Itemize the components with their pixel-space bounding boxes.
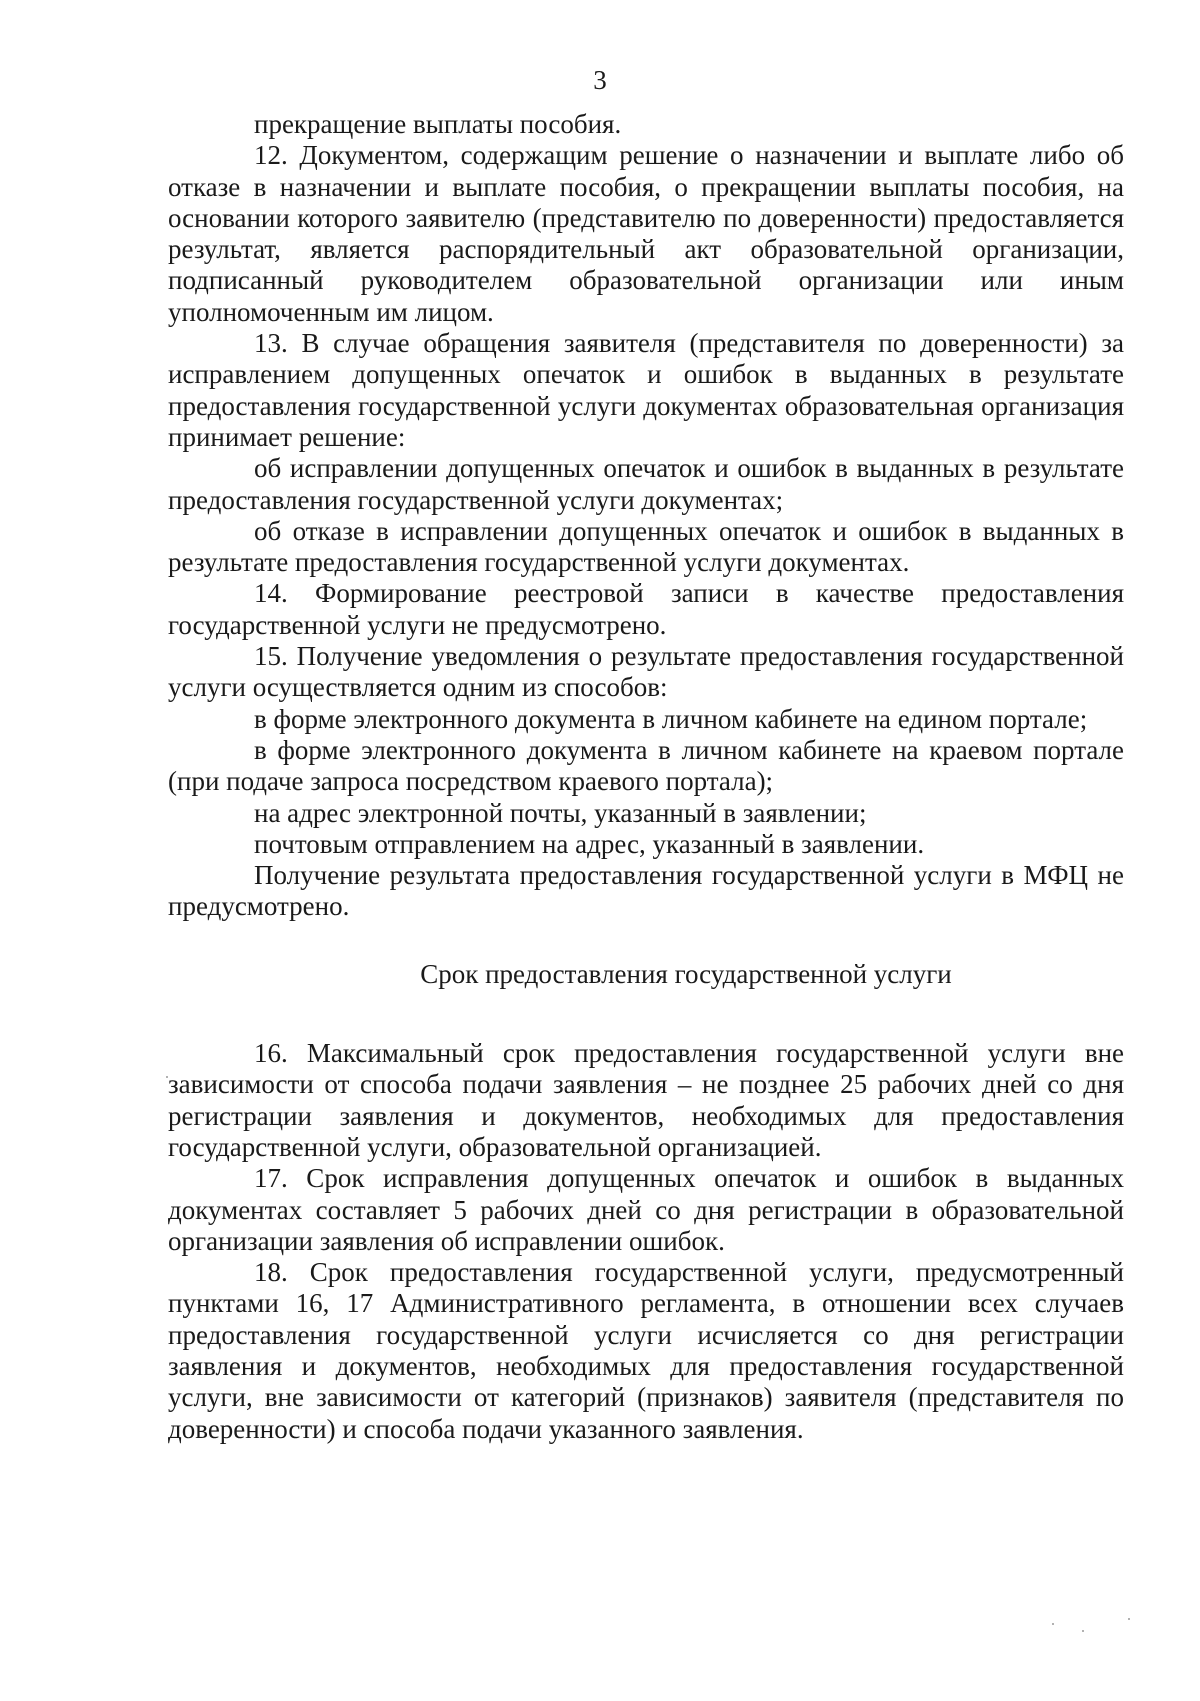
paragraph-17: 17. Срок исправления допущенных опечаток и ошибок в выданных документах составляет 5 рабочих дней со дня регистрации в образовательной организации заявления об исправлении ошибок. [168, 1163, 1124, 1256]
paragraph-18: 18. Срок предоставления государственной услуги, предусмотренный пунктами 16, 17 Административного регламента, в отношении всех случаев предоставления государственной услуги исчисляется со дня регистрации заявления и документов, необходимых для предоставления государственной услуги, вне зависимости от категорий (признаков) заявителя (представителя по доверенности) и способа подачи указанного заявления. [168, 1257, 1124, 1444]
paragraph-14: 14. Формирование реестровой записи в качестве предоставления государственной услуги не предусмотрено. [168, 578, 1124, 640]
scan-artifact-dot [1052, 1623, 1054, 1625]
paragraph-12: 12. Документом, содержащим решение о назначении и выплате либо об отказе в назначении и выплате пособия, о прекращении выплаты пособия, на основании которого заявителю (представителю по доверенности) предоставляется результат, является распорядительный акт образовательной организации, подписанный руководителем образовательной организации или иным уполномоченным им лицом. [168, 140, 1124, 327]
paragraph-15-note: Получение результата предоставления государственной услуги в МФЦ не предусмотрено. [168, 860, 1124, 922]
paragraph-13: 13. В случае обращения заявителя (представителя по доверенности) за исправлением допущенных опечаток и ошибок в выданных в результате предоставления государственной услуги документах образовательная организация принимает решение: [168, 328, 1124, 452]
paragraph-13-option-2: об отказе в исправлении допущенных опечаток и ошибок в выданных в результате предоставления государственной услуги документах. [168, 515, 1124, 578]
paragraph-15-option-2: в форме электронного документа в личном кабинете на краевом портале (при подаче запроса посредством краевого портала); [168, 734, 1124, 797]
paragraph-15: 15. Получение уведомления о результате предоставления государственной услуги осуществляется одним из способов: [168, 641, 1124, 703]
paragraph-15-option-3: на адрес электронной почты, указанный в заявлении; [254, 797, 867, 828]
paragraph-13-option-1: об исправлении допущенных опечаток и ошибок в выданных в результате предоставления государственной услуги документах; [168, 453, 1124, 515]
paragraph-continuation: прекращение выплаты пособия. [254, 109, 622, 139]
scan-artifact-dot [166, 1076, 168, 1078]
scan-artifact-dot [1128, 1618, 1130, 1620]
document-body [168, 109, 1124, 1445]
page-number: 3 [593, 65, 607, 95]
paragraph-16: 16. Максимальный срок предоставления государственной услуги вне зависимости от способа подачи заявления – не позднее 25 рабочих дней со дня регистрации заявления и документов, необходимых для предоставления государственной услуги, образовательной организацией. [168, 1038, 1124, 1162]
paragraph-15-option-4: почтовым отправлением на адрес, указанный в заявлении. [254, 828, 925, 859]
paragraph-15-option-1: в форме электронного документа в личном кабинете на едином портале; [254, 703, 1088, 734]
scan-artifact-dot [1082, 1630, 1084, 1632]
section-heading: Срок предоставления государственной услуги [420, 958, 952, 989]
